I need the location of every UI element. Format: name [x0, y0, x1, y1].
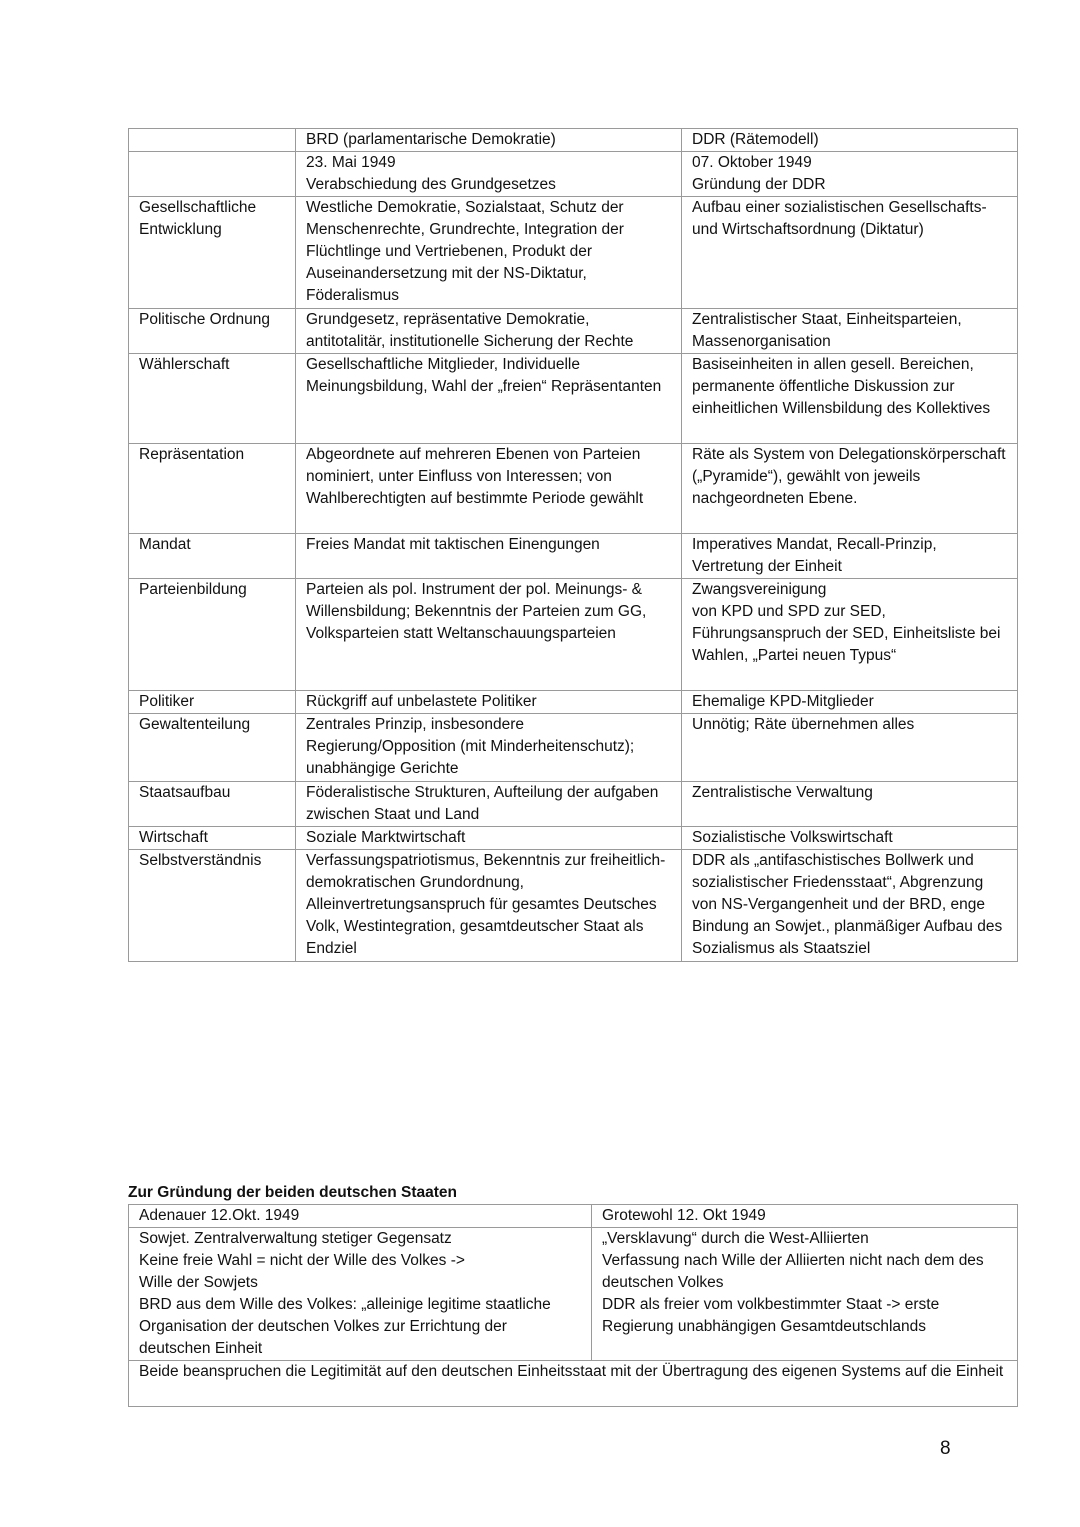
row-label: Parteienbildung: [129, 579, 296, 691]
ddr-cell: Zwangsvereinigung von KPD und SPD zur SED, Führungsanspruch der SED, Einheitsliste bei Wahlen, „Partei neuen Typus“: [682, 579, 1018, 691]
brd-cell: 23. Mai 1949 Verabschiedung des Grundgesetzes: [296, 152, 682, 197]
row-label: [129, 152, 296, 197]
brd-cell: Abgeordnete auf mehreren Ebenen von Parteien nominiert, unter Einfluss von Interessen; von Wahlberechtigten auf bestimmte Periode gewählt: [296, 444, 682, 534]
ddr-cell: Zentralistische Verwaltung: [682, 782, 1018, 827]
ddr-cell: DDR (Rätemodell): [682, 129, 1018, 152]
ddr-cell: Aufbau einer sozialistischen Gesellschafts- und Wirtschaftsordnung (Diktatur): [682, 197, 1018, 309]
comparison-row: [129, 309, 1018, 354]
grotewohl-text: „Versklavung“ durch die West-Alliierten Verfassung nach Wille der Alliierten nicht nach dem des deutschen Volkes DDR als freier vom volkbestimmter Staat -> erste Regierung unabhängigen Gesamtdeutschlands: [592, 1228, 1018, 1361]
comparison-row: [129, 579, 1018, 691]
row-label: Selbstverständnis: [129, 850, 296, 962]
founding-header-row: [129, 1205, 1018, 1228]
brd-cell: Gesellschaftliche Mitglieder, Individuelle Meinungsbildung, Wahl der „freien“ Repräsentanten: [296, 354, 682, 444]
brd-cell: Verfassungspatriotismus, Bekenntnis zur freiheitlich-demokratischen Grundordnung, Alleinvertretungsanspruch für gesamtes Deutsches Volk, Westintegration, gesamtdeutscher Staat als Endziel: [296, 850, 682, 962]
ddr-cell: Ehemalige KPD-Mitglieder: [682, 691, 1018, 714]
comparison-row: [129, 129, 1018, 152]
ddr-cell: Räte als System von Delegationskörperschaft („Pyramide“), gewählt von jeweils nachgeordneten Ebene.: [682, 444, 1018, 534]
founding-conclusion: Beide beanspruchen die Legitimität auf den deutschen Einheitsstaat mit der Übertragung des eigenen Systems auf die Einheit: [129, 1361, 1018, 1407]
ddr-cell: Basiseinheiten in allen gesell. Bereichen, permanente öffentliche Diskussion zur einheitlichen Willensbildung des Kollektives: [682, 354, 1018, 444]
comparison-table-body: [129, 129, 1018, 962]
row-label: [129, 129, 296, 152]
row-label: Wirtschaft: [129, 827, 296, 850]
row-label: Politische Ordnung: [129, 309, 296, 354]
row-label: Repräsentation: [129, 444, 296, 534]
comparison-row: [129, 534, 1018, 579]
founding-content-row: [129, 1228, 1018, 1361]
row-label: Gesellschaftliche Entwicklung: [129, 197, 296, 309]
row-label: Staatsaufbau: [129, 782, 296, 827]
founding-section-title: Zur Gründung der beiden deutschen Staaten: [128, 1184, 457, 1201]
brd-cell: Freies Mandat mit taktischen Einengungen: [296, 534, 682, 579]
page-number: 8: [940, 1438, 951, 1459]
ddr-cell: Imperatives Mandat, Recall-Prinzip, Vertretung der Einheit: [682, 534, 1018, 579]
brd-cell: Parteien als pol. Instrument der pol. Meinungs- & Willensbildung; Bekenntnis der Parteien zum GG, Volksparteien statt Weltanschauungsparteien: [296, 579, 682, 691]
comparison-row: [129, 850, 1018, 962]
comparison-row: [129, 691, 1018, 714]
comparison-row: [129, 782, 1018, 827]
row-label: Mandat: [129, 534, 296, 579]
ddr-cell: Zentralistischer Staat, Einheitsparteien, Massenorganisation: [682, 309, 1018, 354]
brd-cell: Föderalistische Strukturen, Aufteilung der aufgaben zwischen Staat und Land: [296, 782, 682, 827]
comparison-row: [129, 152, 1018, 197]
comparison-row: [129, 444, 1018, 534]
ddr-cell: Sozialistische Volkswirtschaft: [682, 827, 1018, 850]
brd-cell: Rückgriff auf unbelastete Politiker: [296, 691, 682, 714]
comparison-row: [129, 354, 1018, 444]
comparison-row: [129, 714, 1018, 782]
row-label: Gewaltenteilung: [129, 714, 296, 782]
brd-cell: BRD (parlamentarische Demokratie): [296, 129, 682, 152]
ddr-cell: Unnötig; Räte übernehmen alles: [682, 714, 1018, 782]
adenauer-text: Sowjet. Zentralverwaltung stetiger Gegensatz Keine freie Wahl = nicht der Wille des Volkes -> Wille der Sowjets BRD aus dem Wille des Volkes: „alleinige legitime staatliche Organisation der deutschen Volkes zur Errichtung der deutschen Einheit: [129, 1228, 592, 1361]
adenauer-header: Adenauer 12.Okt. 1949: [129, 1205, 592, 1228]
ddr-cell: DDR als „antifaschistisches Bollwerk und sozialistischer Friedensstaat“, Abgrenzung von NS-Vergangenheit und der BRD, enge Bindung an Sowjet., planmäßiger Aufbau des Sozialismus als Staatsziel: [682, 850, 1018, 962]
comparison-row: [129, 197, 1018, 309]
brd-cell: Zentrales Prinzip, insbesondere Regierung/Opposition (mit Minderheitenschutz); unabhängige Gerichte: [296, 714, 682, 782]
founding-conclusion-row: [129, 1361, 1018, 1407]
row-label: Wählerschaft: [129, 354, 296, 444]
founding-table: [128, 1204, 1018, 1407]
comparison-table: [128, 128, 1018, 962]
grotewohl-header: Grotewohl 12. Okt 1949: [592, 1205, 1018, 1228]
brd-cell: Soziale Marktwirtschaft: [296, 827, 682, 850]
comparison-row: [129, 827, 1018, 850]
brd-cell: Grundgesetz, repräsentative Demokratie, antitotalitär, institutionelle Sicherung der Rechte: [296, 309, 682, 354]
row-label: Politiker: [129, 691, 296, 714]
brd-cell: Westliche Demokratie, Sozialstaat, Schutz der Menschenrechte, Grundrechte, Integration der Flüchtlinge und Vertriebenen, Produkt der Auseinandersetzung mit der NS-Diktatur, Föderalismus: [296, 197, 682, 309]
ddr-cell: 07. Oktober 1949 Gründung der DDR: [682, 152, 1018, 197]
